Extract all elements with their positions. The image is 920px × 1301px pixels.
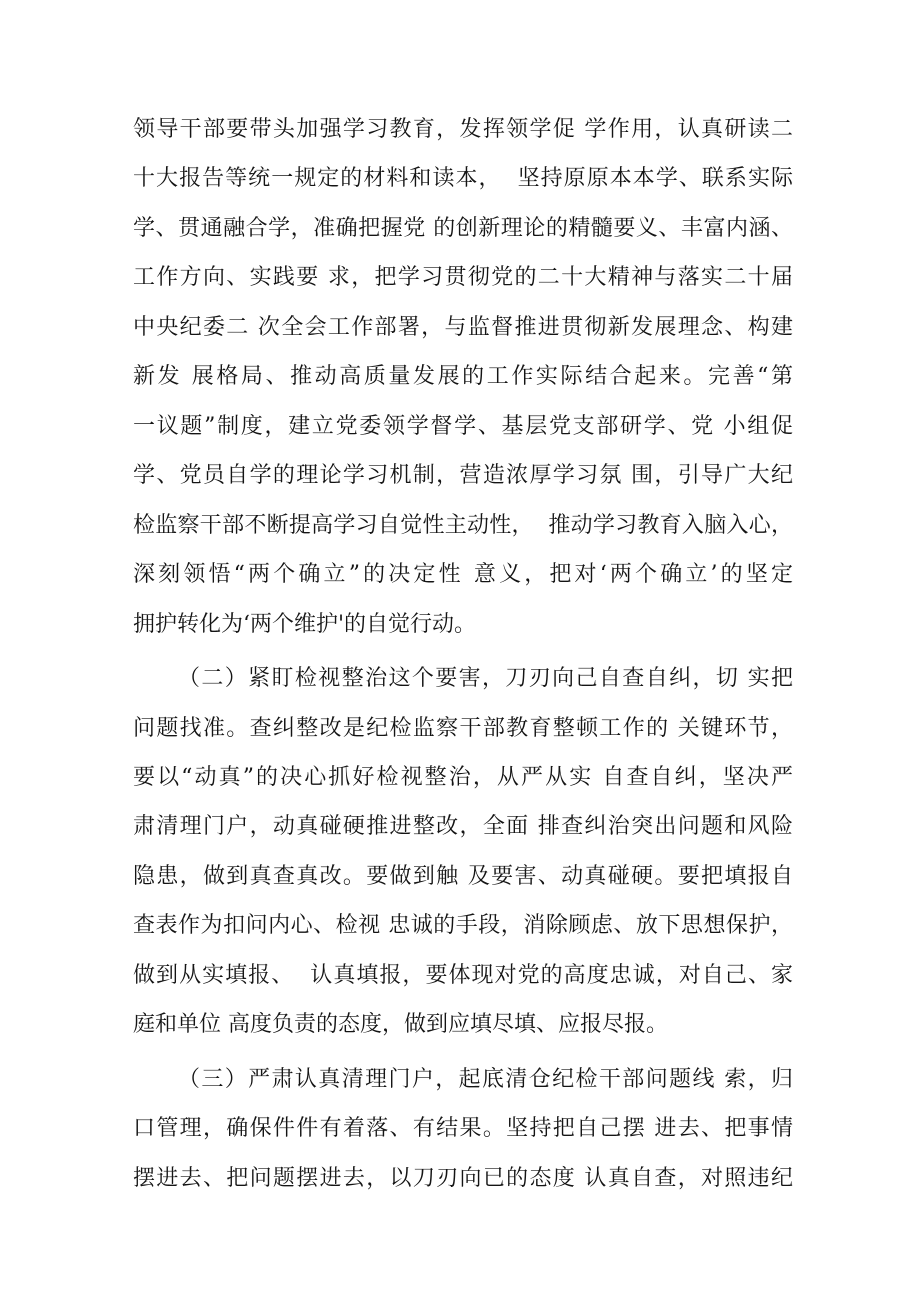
paragraph-1-line-2: 十大报告等统一规定的材料和读本， 坚持原原本本学、联系实际: [133, 166, 793, 191]
paragraph-1-line-4: 工作方向、实践要 求，把学习贯彻党的二十大精神与落实二十届: [133, 265, 793, 290]
paragraph-3-line-3: 摆进去、把问题摆进去，以刀刃向已的态度 认真自查，对照违纪: [133, 1166, 793, 1191]
paragraph-1-line-10: 深刻领悟“两个确立”的决定性 意义，把对‘两个确立’的坚定: [133, 562, 793, 587]
paragraph-2-line-4: 肃清理门户，动真碰硬推进整改，全面 排查纠治突出问题和风险: [133, 814, 793, 839]
paragraph-3-line-2: 口管理，确保件件有着落、有结果。坚持把自己摆 进去、把事情: [133, 1116, 793, 1141]
paragraph-2-line-3: 要以“动真”的决心抓好检视整治，从严从实 自查自纠，坚决严: [133, 765, 793, 790]
paragraph-1-line-5: 中央纪委二 次全会工作部署，与监督推进贯彻新发展理念、构建: [133, 315, 793, 340]
paragraph-1-line-11: 拥护转化为‘两个维护'的自觉行动。: [133, 612, 477, 637]
paragraph-2-line-8: 庭和单位 高度负责的态度，做到应填尽填、应报尽报。: [133, 1012, 668, 1037]
paragraph-1-line-8: 学、党员自学的理论学习机制，营造浓厚学习氛 围，引导广大纪: [133, 463, 793, 488]
paragraph-1-line-1: 领导干部要带头加强学习教育，发挥领学促 学作用，认真研读二: [133, 117, 793, 142]
paragraph-2-line-7: 做到从实填报、 认真填报，要体现对党的高度忠诚，对自己、家: [133, 963, 793, 988]
paragraph-2-line-6: 查表作为扣问内心、检视 忠诚的手段，消除顾虑、放下思想保护，: [133, 913, 793, 938]
paragraph-2-line-2: 问题找准。查纠整改是纪检监察干部教育整顿工作的 关键环节，: [133, 716, 793, 741]
paragraph-1-line-7: 一议题”制度，建立党委领学督学、基层党支部研学、党 小组促: [133, 414, 793, 439]
paragraph-2-line-1: （二）紧盯检视整治这个要害，刀刃向己自查自纠，切 实把: [178, 666, 793, 691]
paragraph-2-line-5: 隐患，做到真查真改。要做到触 及要害、动真碰硬。要把填报自: [133, 864, 793, 889]
paragraph-1-line-3: 学、贯通融合学，准确把握党 的创新理论的精髓要义、丰富内涵、: [133, 216, 793, 241]
paragraph-3-line-1: （三）严肃认真清理门户，起底清仓纪检干部问题线 索，归: [178, 1067, 793, 1092]
paragraph-1-line-6: 新发 展格局、推动高质量发展的工作实际结合起来。完善“第: [133, 364, 793, 389]
paragraph-1-line-9: 检监察干部不断提高学习自觉性主动性， 推动学习教育入脑入心，: [133, 513, 793, 538]
